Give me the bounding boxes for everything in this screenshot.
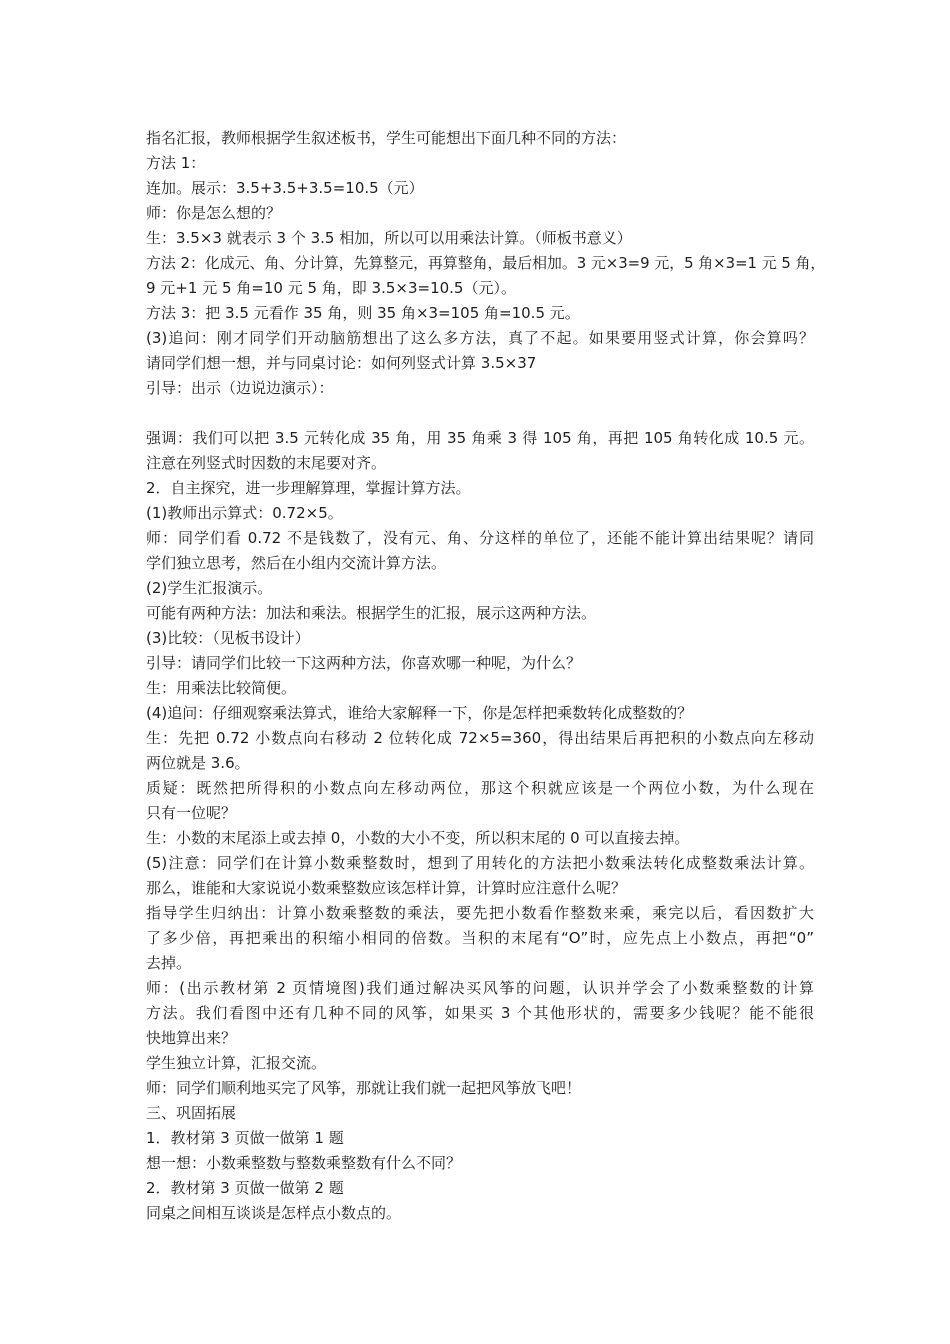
text-line: 学们独立思考，然后在小组内交流计算方法。 (146, 554, 447, 572)
text-line: 同桌之间相互谈谈是怎样点小数点的。 (146, 1204, 402, 1222)
text-line: 方法。我们看图中还有几种不同的风筝，如果买 3 个其他形状的，需要多少钱呢？能不能很 (146, 1004, 814, 1022)
text-line: 连加。展示：3.5+3.5+3.5=10.5（元） (146, 179, 424, 197)
text-line: 三、巩固拓展 (146, 1104, 237, 1122)
text-line: (1)教师出示算式：0.72×5。 (146, 504, 343, 522)
blank-line (146, 401, 826, 426)
text-line: 师：(出示教材第 2 页情境图)我们通过解决买风筝的问题，认识并学会了小数乘整数的计算 (146, 979, 814, 997)
text-line: 可能有两种方法：加法和乘法。根据学生的汇报，展示这两种方法。 (146, 604, 597, 622)
text-line: (3)比较：（见板书设计） (146, 629, 310, 647)
text-line: 1．教材第 3 页做一做第 1 题 (146, 1129, 344, 1147)
text-line: 方法 3：把 3.5 元看作 35 角，则 35 角×3=105 角=10.5 元。 (146, 304, 580, 322)
text-line: 快地算出来？ (146, 1029, 237, 1047)
text-line: 指名汇报，教师根据学生叙述板书，学生可能想出下面几种不同的方法： (146, 129, 627, 147)
text-line: 2．自主探究，进一步理解算理，掌握计算方法。 (146, 479, 471, 497)
text-line: 师：同学们顺利地买完了风筝，那就让我们就一起把风筝放飞吧！ (146, 1079, 582, 1097)
text-line: 2．教材第 3 页做一做第 2 题 (146, 1179, 344, 1197)
text-line: 想一想：小数乘整数与整数乘整数有什么不同？ (146, 1154, 462, 1172)
text-line: 只有一位呢？ (146, 804, 237, 822)
text-line: 方法 2：化成元、角、分计算，先算整元，再算整角，最后相加。3 元×3=9 元，5 角×3=1 元 5 角， (146, 254, 826, 272)
text-line: (2)学生汇报演示。 (146, 579, 273, 597)
text-line: 学生独立计算，汇报交流。 (146, 1054, 327, 1072)
text-line: 师：你是怎么想的？ (146, 204, 282, 222)
text-line: 两位就是 3.6。 (146, 754, 250, 772)
text-line: 9 元+1 元 5 角=10 元 5 角，即 3.5×3=10.5（元）。 (146, 279, 516, 297)
text-line: (5)注意：同学们在计算小数乘整数时，想到了用转化的方法把小数乘法转化成整数乘法计算。 (146, 854, 814, 872)
text-line: 请同学们想一想，并与同桌讨论：如何列竖式计算 3.5×37 (146, 354, 537, 372)
text-line: (4)追问：仔细观察乘法算式，谁给大家解释一下，你是怎样把乘数转化成整数的？ (146, 704, 693, 722)
text-line: 生：小数的末尾添上或去掉 0，小数的大小不变，所以积末尾的 0 可以直接去掉。 (146, 829, 690, 847)
text-line: 去掉。 (146, 954, 192, 972)
text-line: 生：3.5×3 就表示 3 个 3.5 相加，所以可以用乘法计算。（师板书意义） (146, 229, 632, 247)
text-line: 引导：出示（边说边演示）： (146, 379, 334, 397)
text-line: 质疑：既然把所得积的小数点向左移动两位，那这个积就应该是一个两位小数，为什么现在 (146, 779, 814, 797)
text-line: 生：先把 0.72 小数点向右移动 2 位转化成 72×5=360，得出结果后再把积的小数点向左移动 (146, 729, 814, 747)
text-line: 师：同学们看 0.72 不是钱数了，没有元、角、分这样的单位了，还能不能计算出结果呢？请同 (146, 529, 814, 547)
text-line: (3)追问：刚才同学们开动脑筋想出了这么多方法，真了不起。如果要用竖式计算，你会算吗？ (146, 329, 814, 347)
text-line: 方法 1： (146, 154, 206, 172)
text-line: 了多少倍，再把乘出的积缩小相同的倍数。当积的末尾有“O”时，应先点上小数点，再把“0” (146, 929, 814, 947)
text-line: 注意在列竖式时因数的末尾要对齐。 (146, 454, 387, 472)
document-body (146, 126, 826, 1226)
text-line: 生：用乘法比较简便。 (146, 679, 297, 697)
text-line: 强调：我们可以把 3.5 元转化成 35 角，用 35 角乘 3 得 105 角，再把 105 角转化成 10.5 元。 (146, 429, 814, 447)
text-line: 指导学生归纳出：计算小数乘整数的乘法，要先把小数看作整数来乘，乘完以后，看因数扩大 (146, 904, 814, 922)
text-line: 引导：请同学们比较一下这两种方法，你喜欢哪一种呢，为什么？ (146, 654, 582, 672)
text-line: 那么，谁能和大家说说小数乘整数应该怎样计算，计算时应注意什么呢？ (146, 879, 627, 897)
